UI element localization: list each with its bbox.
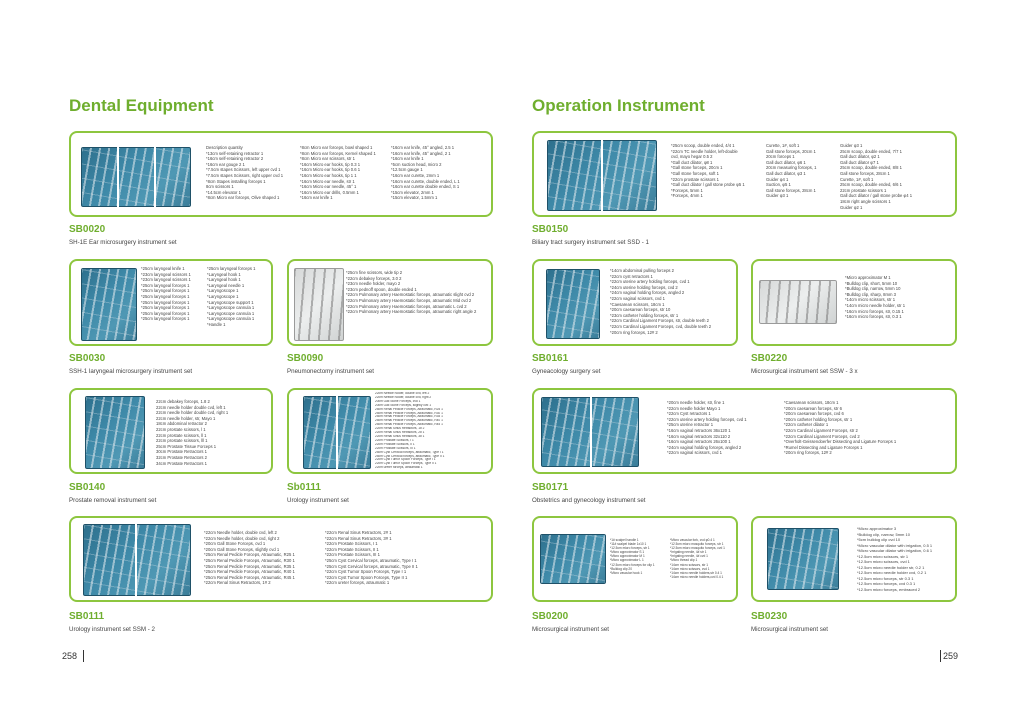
product-name: Biliary tract surgery instrument set SSD - 1 (532, 239, 649, 246)
item-list: *25cm fine scissors, wide tip 2 *22cm debakey forceps, 3.0 2 *23cm needle holder, mayo 2 *23cm pednoff spoon, double ended 1 *22cm Pulmonary artery Haemostatic forceps, atraumatic slight cvd 2 *22cm Pulmonary artery Haemostatic forceps, atraumatic Mid cvd 2 *22cm Pulmonary artery Haemostatic forceps, atraumatic L cvd 2 *22cm Pulmonary artery Haemostatic forceps, atraumatic right angle 2 (346, 270, 477, 315)
product-card (751, 516, 957, 602)
product-photo (540, 534, 606, 584)
item-list: *Micro approximator M 1 *Bulldog clip, short, 5mm 10 *Bulldog clip, narrow, 5mm 10 *Bulldog clip, sharp, 8mm 3 *14cm micro scissors, str 1 *14cm micro needle holder, str 1 *16cm micro forceps, str, 0.15 1 *16cm micro forceps, str, 0.3 1 (845, 275, 906, 320)
item-list-col-3: Guider φ3 1 25cm scoop, double ended, 7/7 1 Gall duct dilator, φ2 1 Gall duct dilator φ7 1 25cm scoop, double ended, 8/8 1 Gall stone forceps, 28cm 1 Curette, 1#, soft 1 25cm scoop, double ended, 6/6 1 22cm prostate scissors 1 Gall duct dilator / gall stone probe φ4 1 18cm right angle scissors 1 Guider φ2 1 (840, 143, 913, 210)
item-list-col-1: *22cm Needle holder, double cvd, left 2 *22cm Needle holder, double cvd, right 2 *20cm Gall Stone Forceps, cvd 1 *20cm Gall Stone Forceps, slightly cvd 1 *25cm Renal Pedicle Forceps, Atraumatic, R25 1 *25cm Renal Pedicle Forceps, Atraumatic, R30 1 *25cm Renal Pedicle Forceps, Atraumatic, R35 1 *25cm Renal Pedicle Forceps, Atraumatic, R40 1 *25cm Renal Pedicle Forceps, Atraumatic, R45 1 *22cm Renal Sinus Retractors, 1# 2 (204, 530, 295, 586)
item-list-col-2: *8cm Micro ear forceps, bowl shaped 1 *8cm Micro ear forceps, Kernel shaped 1 *8cm Micro ear scissors, str 1 *16cm Micro ear hooks, tip 0.3 1 *16cm Micro ear hooks, tip 0.6 1 *16cm Micro ear hooks, tip 1 1 *16cm Micro ear needle, str 1 *16cm Micro ear needle, 45° 1 *16cm Micro ear drills, 0.5mm 1 *16cm ear knife 1 (300, 145, 376, 201)
page-number-divider (83, 650, 84, 662)
item-list-col-2: Curette, 1#, soft 1 Gall stone forceps, 20cm 1 20cm forceps 1 Gall duct dilator, φ6 1 20cm measuring forceps, 1 Gall duct dilator, φ3 1 Guider φ4 1 Suction, φ5 1 Gall stone forceps, 28cm 1 Guider φ3 1 (766, 143, 817, 199)
product-card (69, 131, 493, 217)
product-photo (303, 396, 371, 469)
product-code: SB0161 (532, 353, 569, 364)
item-list-col-1: *25cm scoop, double ended, 4/4 1 *22cm TC needle holder, left-double cvd, mayo hegar 0.5 2 *Gall duct dilator, φ8 1 *Gall stone forceps, 20cm 1 *Gall stone forceps, soft 1 *22cm prostate scissors 1 *Gall duct dilator / gall stone probe φ5 1 *Forceps, 5mm 1 *Forceps, 4mm 1 (671, 143, 745, 199)
item-list: *Micro approximator 3 *Bulldog clip, narrow, 5mm 10 *5cm bulldog clip cvd 10 *Micro vascular dilator with irrigation, 0.5 1 *Micro vascular dilator with irrigation, 0.6 1 *12.5cm micro scissors, str 1 *12.5cm micro scissors, cvd 1 *12.5cm micro needle holder str, 0.2 1 *12.5cm micro needle holder cvd, 0.2 1 *12.5cm micro forceps, str 0.3 1 *12.5cm micro forceps, cvd 0.3 1 *12.5cm micro forceps, embraced 2 (857, 526, 933, 592)
product-name: Microsurgical instrument set SSW - 3 x (751, 368, 858, 375)
product-photo (81, 268, 137, 341)
item-list-col-1: *20cm needle holder, str, fine 1 *22cm needle holder Mayo 1 *22cm Cyst retractors 1 *22cm uterine artery holding forceps, cvd 1 *25cm uterine retractor 1 *16cm vaginal retractors 36x120 1 *16cm vaginal retractors 32x110 2 *16cm vaginal retractors 26x100 1 *24cm vaginal holding forceps, angled 2 *22cm vaginal scissors, cvd 1 (667, 400, 747, 456)
product-photo (85, 396, 145, 469)
item-list-col-2: *Micro vascular fork, cvd φ0.4 1 *12.5cm micro mosquito forceps, str 1 *12.5cm micro mosquito forceps, cvd 1 *Irrigating needle, 4# str 1 *Irrigating needle, 4# cvd 1 *Micro thread clip 1 *14cm micro scissors, str 1 *14cm micro scissors, cvd 1 *14cm micro needle holders,str 0.4 1 *14cm micro needle holders,cvd 0.4 1 (670, 538, 725, 579)
product-name: SSH-1 laryngeal microsurgery instrument set (69, 368, 193, 375)
product-card (532, 259, 738, 346)
product-card (532, 131, 957, 217)
product-code: SB0230 (751, 611, 788, 622)
product-code: SB0020 (69, 224, 106, 235)
page-number-divider (940, 650, 941, 662)
product-photo (546, 269, 600, 339)
item-list-col-1: *1# scalpel handle 1 *11# scalpel blade 1x10 1 *12.5cm micro forceps, str 1 *Micro approximator S 1 *Micro approximator M 1 *Micro approximator L 1 *12.5cm micro forceps for clip 1 *Bulldog clip 20 *Micro vascular hook 1 (610, 538, 655, 575)
item-list: 22cm debakey forceps, 1.8 2 22cm needle holder double cvd, left 1 22cm needle holder double cvd, right 1 22cm needle holder, str, Mayo 1 18cm abdominal retractor 2 22cm prostate scissors, l 1 22cm prostate scissors, ll 1 22cm prostate scissors, lll 1 25cm Prostate Tissue Forceps 1 30cm Prostate Retractors 1 32cm Prostate Retractors 2 34cm Prostate Retractors 1 (156, 399, 229, 466)
product-name: Microsurgical instrument set (751, 626, 829, 633)
product-photo (767, 528, 839, 590)
product-code: SB0090 (287, 353, 324, 364)
item-list-col-1: Description quantity *13cm self-retaining retractor 1 *16cm self-retaining retractor 2 *16cm ear gouge 2 1 *7.5cm stapes Scissors, left upper cvd 1 *7.5cm stapes Scissors, right upper cvd 1 *8cm Stapes installing forceps 1 8cm scissors 1 *14.5cm elevator 1 *8cm Micro ear forceps, Olive shaped 1 (206, 145, 284, 201)
product-card (532, 516, 738, 602)
product-name: Urology instrument set SSM - 2 (69, 626, 155, 633)
page-number: 259 (943, 651, 959, 661)
page-title: Operation Instrument (532, 96, 705, 115)
product-name: Obstetrics and gynecology instrument set (532, 497, 646, 504)
product-card (751, 259, 957, 346)
item-list-col-3: *16cm ear knife, 45° angled, 2.5 1 *16cm ear knife, 45° angled, 2 1 *16cm ear knife 1 *5cm suction head, micro 2 *12.5cm gauge 1 *16cm ear curette, 2mm 1 *16cm ear curette, double ended, L 1 *16cm ear curette double ended, S 1 *15cm elevator, 2mm 1 *15cm elevator, 1.5mm 1 (391, 145, 460, 201)
product-name: Prostate removal instrument set (69, 497, 157, 504)
product-card (69, 516, 493, 602)
product-card (287, 259, 493, 346)
item-list-col-2: *22cm Renal Sinus Retractors, 2# 1 *22cm Renal Sinus Retractors, 3# 1 *22cm Prostate Scissors, I 1 *22cm Prostate Scissors, II 1 *22cm Prostate Scissors, III 1 *25cm Cyst Cervical forceps, atraumatic, Type I 1 *25cm Cyst Cervical forceps, atraumatic, Type II 1 *22cm Cyst Tumor Spoon Forceps, Type I 1 *22cm Cyst Tumor Spoon Forceps, Type II 1 *22cm ureter forceps, atraumatic 1 (325, 530, 418, 586)
page-number: 258 (62, 651, 78, 661)
product-code: SB0140 (69, 482, 106, 493)
product-name: Microsurgical instrument set (532, 626, 610, 633)
item-list-col-2: *Caesarean scissors, 18cm 1 *20cm caesarean forceps, str 6 *20cm caesarean forceps, cvd 6 *20cm catheter holding forceps, str 1 *22cm catheter dilator 1 *22cm Cardinal Ligament Forceps, str 2 *22cm Cardinal Ligament Forceps, cvd 2 *Overholt-Geissendoerfer Dissecting and Ligature Forceps 1 *Rumel Dissecting and Ligature Forceps 1 *20cm ring forceps, 12# 2 (784, 400, 897, 456)
item-list: *14cm abdominal pulling forceps 2 *22cm cyst retractors 1 *22cm uterine artery holding forceps, cvd 1 *24cm uterine holding forceps, cvd 2 *24cm vaginal holding forceps, angled 2 *22cm vaginal scissors, cvd 1 *Caesarean scissors, 18cm 1 *20cm caesarean forceps, str 10 *23cm catheter holding forceps, str 1 *22cm Cardinal Ligament Forceps, str, double teeth 2 *22cm Cardinal Ligament Forceps, cvd, double teeth 2 *20cm ring forceps, 12# 2 (610, 268, 712, 335)
product-name: Urology instrument set (287, 497, 349, 504)
product-photo (541, 397, 639, 467)
product-photo (759, 280, 837, 324)
product-card (69, 259, 273, 346)
product-name: Pneumonectomy instrument set (287, 368, 375, 375)
product-card (69, 388, 273, 474)
item-list: 22cm Needle holder, double cvd, left 2 22cm Needle holder, double cvd, right 2 20cm Gall Stone Forceps, cvd 1 20cm Gall Stone Forceps, slightly cvd 1 25cm Renal Pedicle Forceps, Atraumatic, R25 1 25cm Renal Pedicle Forceps, Atraumatic, R30 1 25cm Renal Pedicle Forceps, Atraumatic, R35 1 25cm Renal Pedicle Forceps, Atraumatic, R40 1 25cm Renal Pedicle Forceps, Atraumatic, R45 1 22cm Renal Sinus Retractors, 1# 2 22cm Renal Sinus Retractors, 2# 1 22cm Renal Sinus Retractors, 3# 1 22cm Prostate Scissors, I 1 22cm Prostate Scissors, II 1 22cm Prostate Scissors, III 1 25cm Cyst Cervical forceps, atraumatic, Type I 1 25cm Cyst Cervical forceps, atraumatic, Type II 1 22cm Cyst Tumor Spoon Forceps, Type I 1 22cm Cyst Tumor Spoon Forceps, Type II 1 22cm ureter forceps, atraumatic 1 (375, 392, 445, 470)
product-photo (547, 140, 657, 211)
item-list-col-2: *25cm laryngeal forceps 1 *Laryngeal hook 1 *Laryngeal hook 1 *Laryngeal needle 1 *Laryngoscope 1 *Laryngoscope 1 *Laryngoscope support 1 *Laryngoscope cannula 1 *Laryngoscope cannula 1 *Laryngoscope cannula 1 *Handle 1 (207, 266, 256, 327)
product-code: SB0220 (751, 353, 788, 364)
product-code: SB0200 (532, 611, 569, 622)
page-title: Dental Equipment (69, 96, 214, 115)
item-list-col-1: *25cm laryngeal knife 1 *23cm laryngeal scissors 1 *23cm laryngeal scissors 1 *25cm laryngeal forceps 1 *25cm laryngeal forceps 1 *25cm laryngeal forceps 1 *25cm laryngeal forceps 1 *25cm laryngeal forceps 1 *25cm laryngeal forceps 1 *25cm laryngeal forceps 1 (141, 266, 191, 322)
product-photo (294, 268, 344, 341)
product-code: SB0171 (532, 482, 569, 493)
product-photo (81, 147, 191, 207)
product-photo (83, 524, 191, 596)
product-code: SB0030 (69, 353, 106, 364)
product-name: Gyneacology surgery set (532, 368, 601, 375)
product-code: SB0111 (69, 611, 105, 622)
product-code: Sb0111 (287, 482, 321, 493)
product-card (532, 388, 957, 474)
product-card (287, 388, 493, 474)
product-name: SH-1E Ear microsurgery instrument set (69, 239, 177, 246)
product-code: SB0150 (532, 224, 569, 235)
